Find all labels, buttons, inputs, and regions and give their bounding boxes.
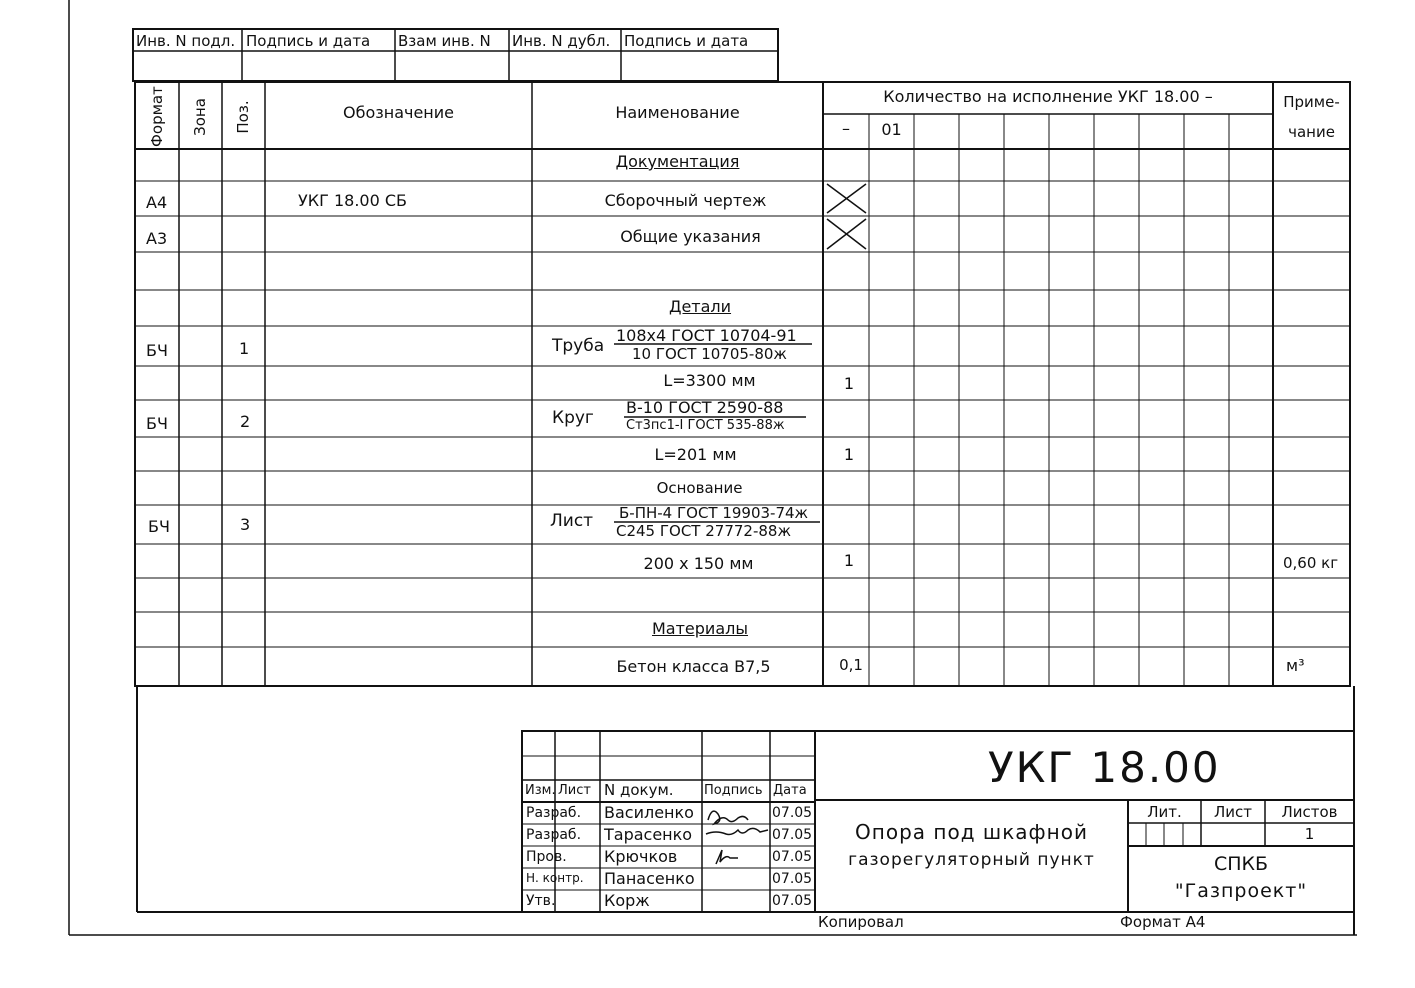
tb-person: Василенко [604,803,694,822]
row-spec-top: 108х4 ГОСТ 10704-91 [616,326,797,345]
row-name: Круг [552,408,594,428]
row-pos: 1 [239,339,250,358]
row-name: Труба [552,336,605,356]
tb-person: Панасенко [604,869,695,888]
tb-date: 07.05 [772,849,813,865]
stamp-col-sign-date-1: Подпись и дата [246,32,371,50]
row-format: А3 [146,229,168,248]
document-code: УКГ 18.00 [988,743,1221,792]
row-name: Бетон класса В7,5 [616,657,771,676]
footer-copied: Копировал [818,913,904,931]
tb-date: 07.05 [772,871,813,887]
document-title-2: газорегуляторный пункт [848,850,1095,870]
section-base: Основание [656,479,743,497]
row-designation: УКГ 18.00 СБ [298,191,407,210]
row-spec-top: В-10 ГОСТ 2590-88 [626,398,784,417]
row-size: 200 х 150 мм [643,554,754,573]
tb-person: Крючков [604,847,678,866]
tb-sheets: Листов [1281,803,1338,821]
row-format: БЧ [146,414,168,433]
tb-role: Н. контр. [526,871,584,885]
row-spec-top: Б-ПН-4 ГОСТ 19903-74ж [619,504,809,522]
row-name: Лист [550,511,594,531]
tb-role: Разраб. [526,827,582,843]
footer-format: Формат А4 [1120,913,1206,931]
tb-person: Корж [604,891,650,910]
tb-role: Пров. [526,849,567,865]
org-name-2: "Газпроект" [1174,880,1308,902]
tb-col-sign: Подпись [704,783,763,798]
stamp-col-inv-podl: Инв. N подл. [136,32,236,50]
header-quantity: Количество на исполнение УКГ 18.00 – [883,87,1213,106]
header-note-2: чание [1288,123,1335,141]
document-title-1: Опора под шкафной [855,820,1088,844]
section-documentation: Документация [615,152,740,171]
row-pos: 3 [240,515,251,534]
tb-col-izm: Изм. [525,783,556,798]
row-length: L=3300 мм [663,371,756,390]
row-format: БЧ [146,341,168,360]
row-qty: 1 [843,445,855,464]
tb-role: Утв. [526,893,556,909]
stamp-col-sign-date-2: Подпись и дата [624,32,749,50]
header-qty-01: 01 [881,120,902,139]
row-spec-bottom: С245 ГОСТ 27772-88ж [616,522,791,540]
row-spec-bottom: Ст3пс1-I ГОСТ 535-88ж [626,418,785,433]
header-qty-dash: – [842,119,850,138]
row-name: Сборочный чертеж [604,191,767,210]
header-name: Наименование [615,103,740,122]
tb-role: Разраб. [526,805,582,821]
tb-col-date: Дата [773,783,807,798]
header-note-1: Приме- [1283,93,1340,111]
tb-person: Тарасенко [604,825,693,844]
section-details: Детали [668,297,732,316]
tb-sheet: Лист [1213,803,1252,821]
header-designation: Обозначение [342,103,455,122]
row-qty: 0,1 [839,656,863,674]
stamp-col-vzam-inv: Взам инв. N [398,32,491,50]
header-zone: Зона [191,98,209,136]
header-format: Формат [148,86,166,147]
row-name: Общие указания [620,227,761,246]
section-materials: Материалы [652,619,748,638]
org-name-1: СПКБ [1213,853,1269,875]
row-pos: 2 [240,412,251,431]
row-note: 0,60 кг [1283,554,1339,572]
tb-date: 07.05 [772,805,813,821]
row-format: БЧ [148,517,170,536]
tb-date: 07.05 [772,827,813,843]
tb-lit: Лит. [1147,803,1182,821]
row-qty: 1 [843,374,855,393]
row-length: L=201 мм [654,445,737,464]
tb-date: 07.05 [772,893,813,909]
tb-sheets-value: 1 [1304,825,1315,843]
row-format: А4 [146,193,168,212]
tb-col-doc: N докум. [604,781,674,799]
header-pos: Поз. [234,100,252,134]
row-spec-bottom: 10 ГОСТ 10705-80ж [632,345,787,363]
row-note: м³ [1286,656,1305,675]
tb-col-list: Лист [558,783,591,798]
row-qty: 1 [843,551,855,570]
stamp-col-inv-dubl: Инв. N дубл. [512,32,611,50]
